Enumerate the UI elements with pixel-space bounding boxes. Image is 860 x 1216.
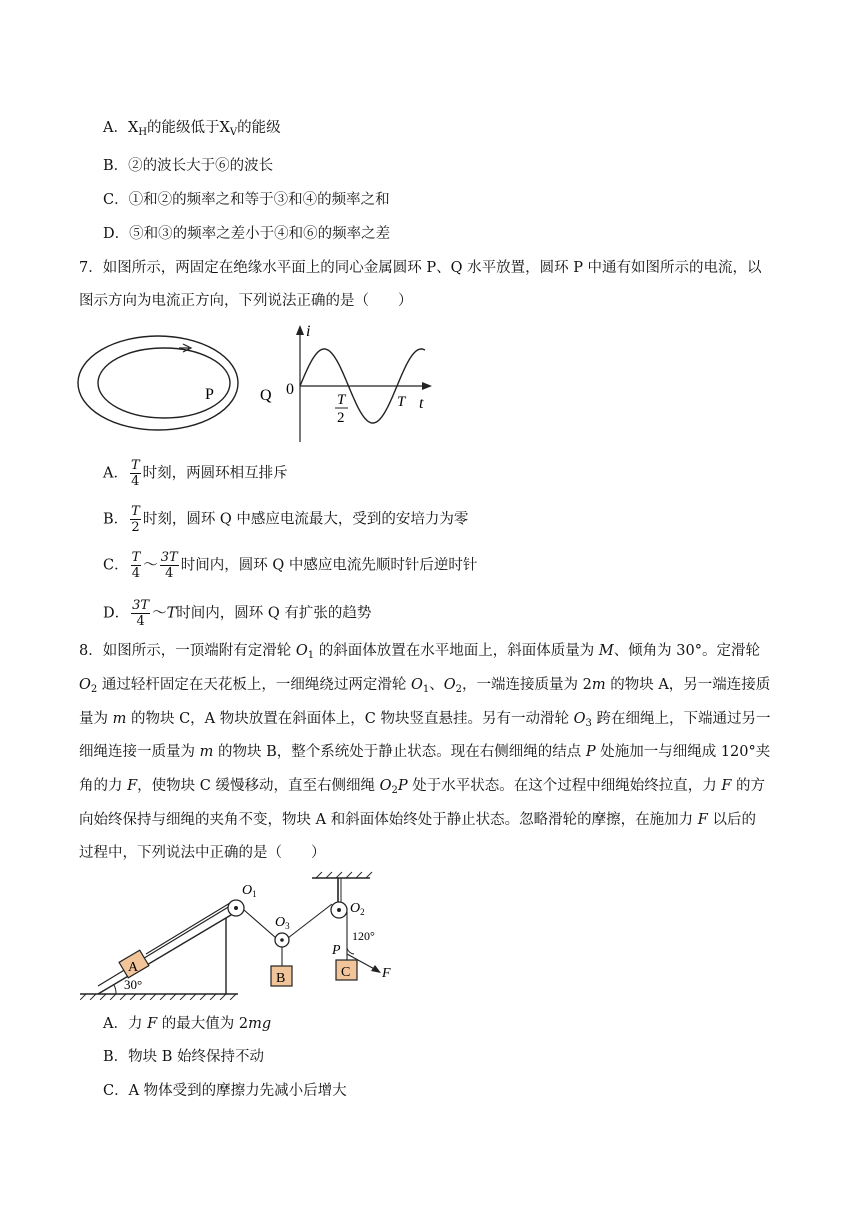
q6-option-c: C．①和②的频率之和等于③和④的频率之和 (103, 192, 390, 208)
q7-option-d: D． $\frac{3T}{4}$ ～T时间内，圆环 Q 有扩张的趋势 (103, 598, 372, 629)
q8-stem-line3: 量为 m 的物块 C，A 物块放置在斜面体上，C 物块竖直悬挂。另有一动滑轮 $O_3$ 跨在细绳上，下端通过另一 (79, 711, 771, 729)
q7-option-b: B． $\frac{T}{2}$ 时刻，圆环 Q 中感应电流最大，受到的安培力为零 (103, 504, 469, 535)
half-period-den: 2 (337, 410, 345, 426)
incline-surface (98, 912, 236, 994)
q8-stem-line2: $O_2$ 通过轻杆固定在天花板上，一细绳绕过两定滑轮 $O_1$、$O_2$，一端连接质量为 2m 的物块 A，另一端连接质 (79, 677, 771, 695)
ring-p (98, 348, 230, 418)
q8-option-c: C．A 物体受到的摩擦力先减小后增大 (103, 1083, 347, 1099)
angle-arc (114, 985, 116, 994)
force-f-arrow-icon (371, 965, 381, 973)
q8-figure (80, 868, 410, 1000)
q8-stem-line6: 向始终保持与细绳的夹角不变，物块 A 和斜面体始终处于静止状态。忽略滑轮的摩擦，在施加力 F 以后的 (79, 812, 756, 828)
q8-stem-line7: 过程中，下列说法中正确的是（ ） (79, 845, 326, 861)
ring-q (78, 336, 238, 430)
sine-curve (300, 338, 351, 386)
block-c-label: C (341, 965, 351, 980)
q7-stem-line2: 图示方向为电流正方向，下列说法正确的是（ ） (79, 293, 413, 309)
period-label: T (397, 394, 406, 410)
angle-120-arc (347, 948, 354, 954)
ring-q-label: Q (260, 387, 272, 404)
pulley-o1-label: $O_1$ (242, 883, 257, 899)
origin-label: 0 (286, 381, 294, 398)
angle-120-label: 120° (352, 929, 375, 943)
q8-stem-line4: 细绳连接一质量为 m 的物块 B，整个系统处于静止状态。现在右侧细绳的结点 P 处施加一与细绳成 120°夹 (79, 744, 771, 760)
q8-option-b: B．物块 B 始终保持不动 (103, 1049, 265, 1065)
q6-option-b: B．②的波长大于⑥的波长 (103, 158, 274, 174)
ring-p-label: P (205, 386, 214, 403)
point-p-label: P (332, 943, 341, 958)
q7-option-a: A． $\frac{T}{4}$ 时刻，两圆环相互排斥 (103, 458, 288, 489)
q8-stem-line5: 角的力 F，使物块 C 缓慢移动，直至右侧细绳 $O_2P$ 处于水平状态。在这个过程中细绳始终拉直，力 F 的方 (79, 778, 766, 796)
q8-stem-line1: 8．如图所示，一顶端附有定滑轮 $O_1$ 的斜面体放置在水平地面上，斜面体质量为 M、倾角为 30°。定滑轮 (79, 643, 760, 661)
pulley-o2-label: $O_2$ (350, 901, 365, 917)
half-period-num: T (337, 392, 346, 408)
q7-stem-line1: 7．如图所示，两固定在绝缘水平面上的同心金属圆环 P、Q 水平放置，圆环 P 中通有如图所示的电流，以 (79, 260, 762, 276)
force-f-label: F (382, 966, 391, 981)
q6-option-a: A．$X_H$的能级低于$X_V$的能级 (103, 120, 281, 138)
q7-option-c: C． $\frac{T}{4}$ ～ $\frac{3T}{4}$ 时间内，圆环 Q 中感应电流先顺时针后逆时针 (103, 550, 478, 581)
axis-i-label: i (306, 323, 311, 340)
pulley-o3-label: $O_3$ (275, 915, 290, 931)
q6-option-d: D．⑤和③的频率之差小于④和⑥的频率之差 (103, 226, 391, 242)
axis-t-arrow-icon (422, 382, 432, 390)
axis-i-arrow-icon (296, 325, 304, 335)
q7-figure (75, 322, 445, 444)
angle-30-label: 30° (124, 977, 143, 992)
q8-option-a: A．力 F 的最大值为 2mg (103, 1016, 272, 1032)
axis-t-label: t (419, 395, 424, 412)
block-b-label: B (276, 971, 286, 986)
block-a-label: A (128, 960, 139, 975)
